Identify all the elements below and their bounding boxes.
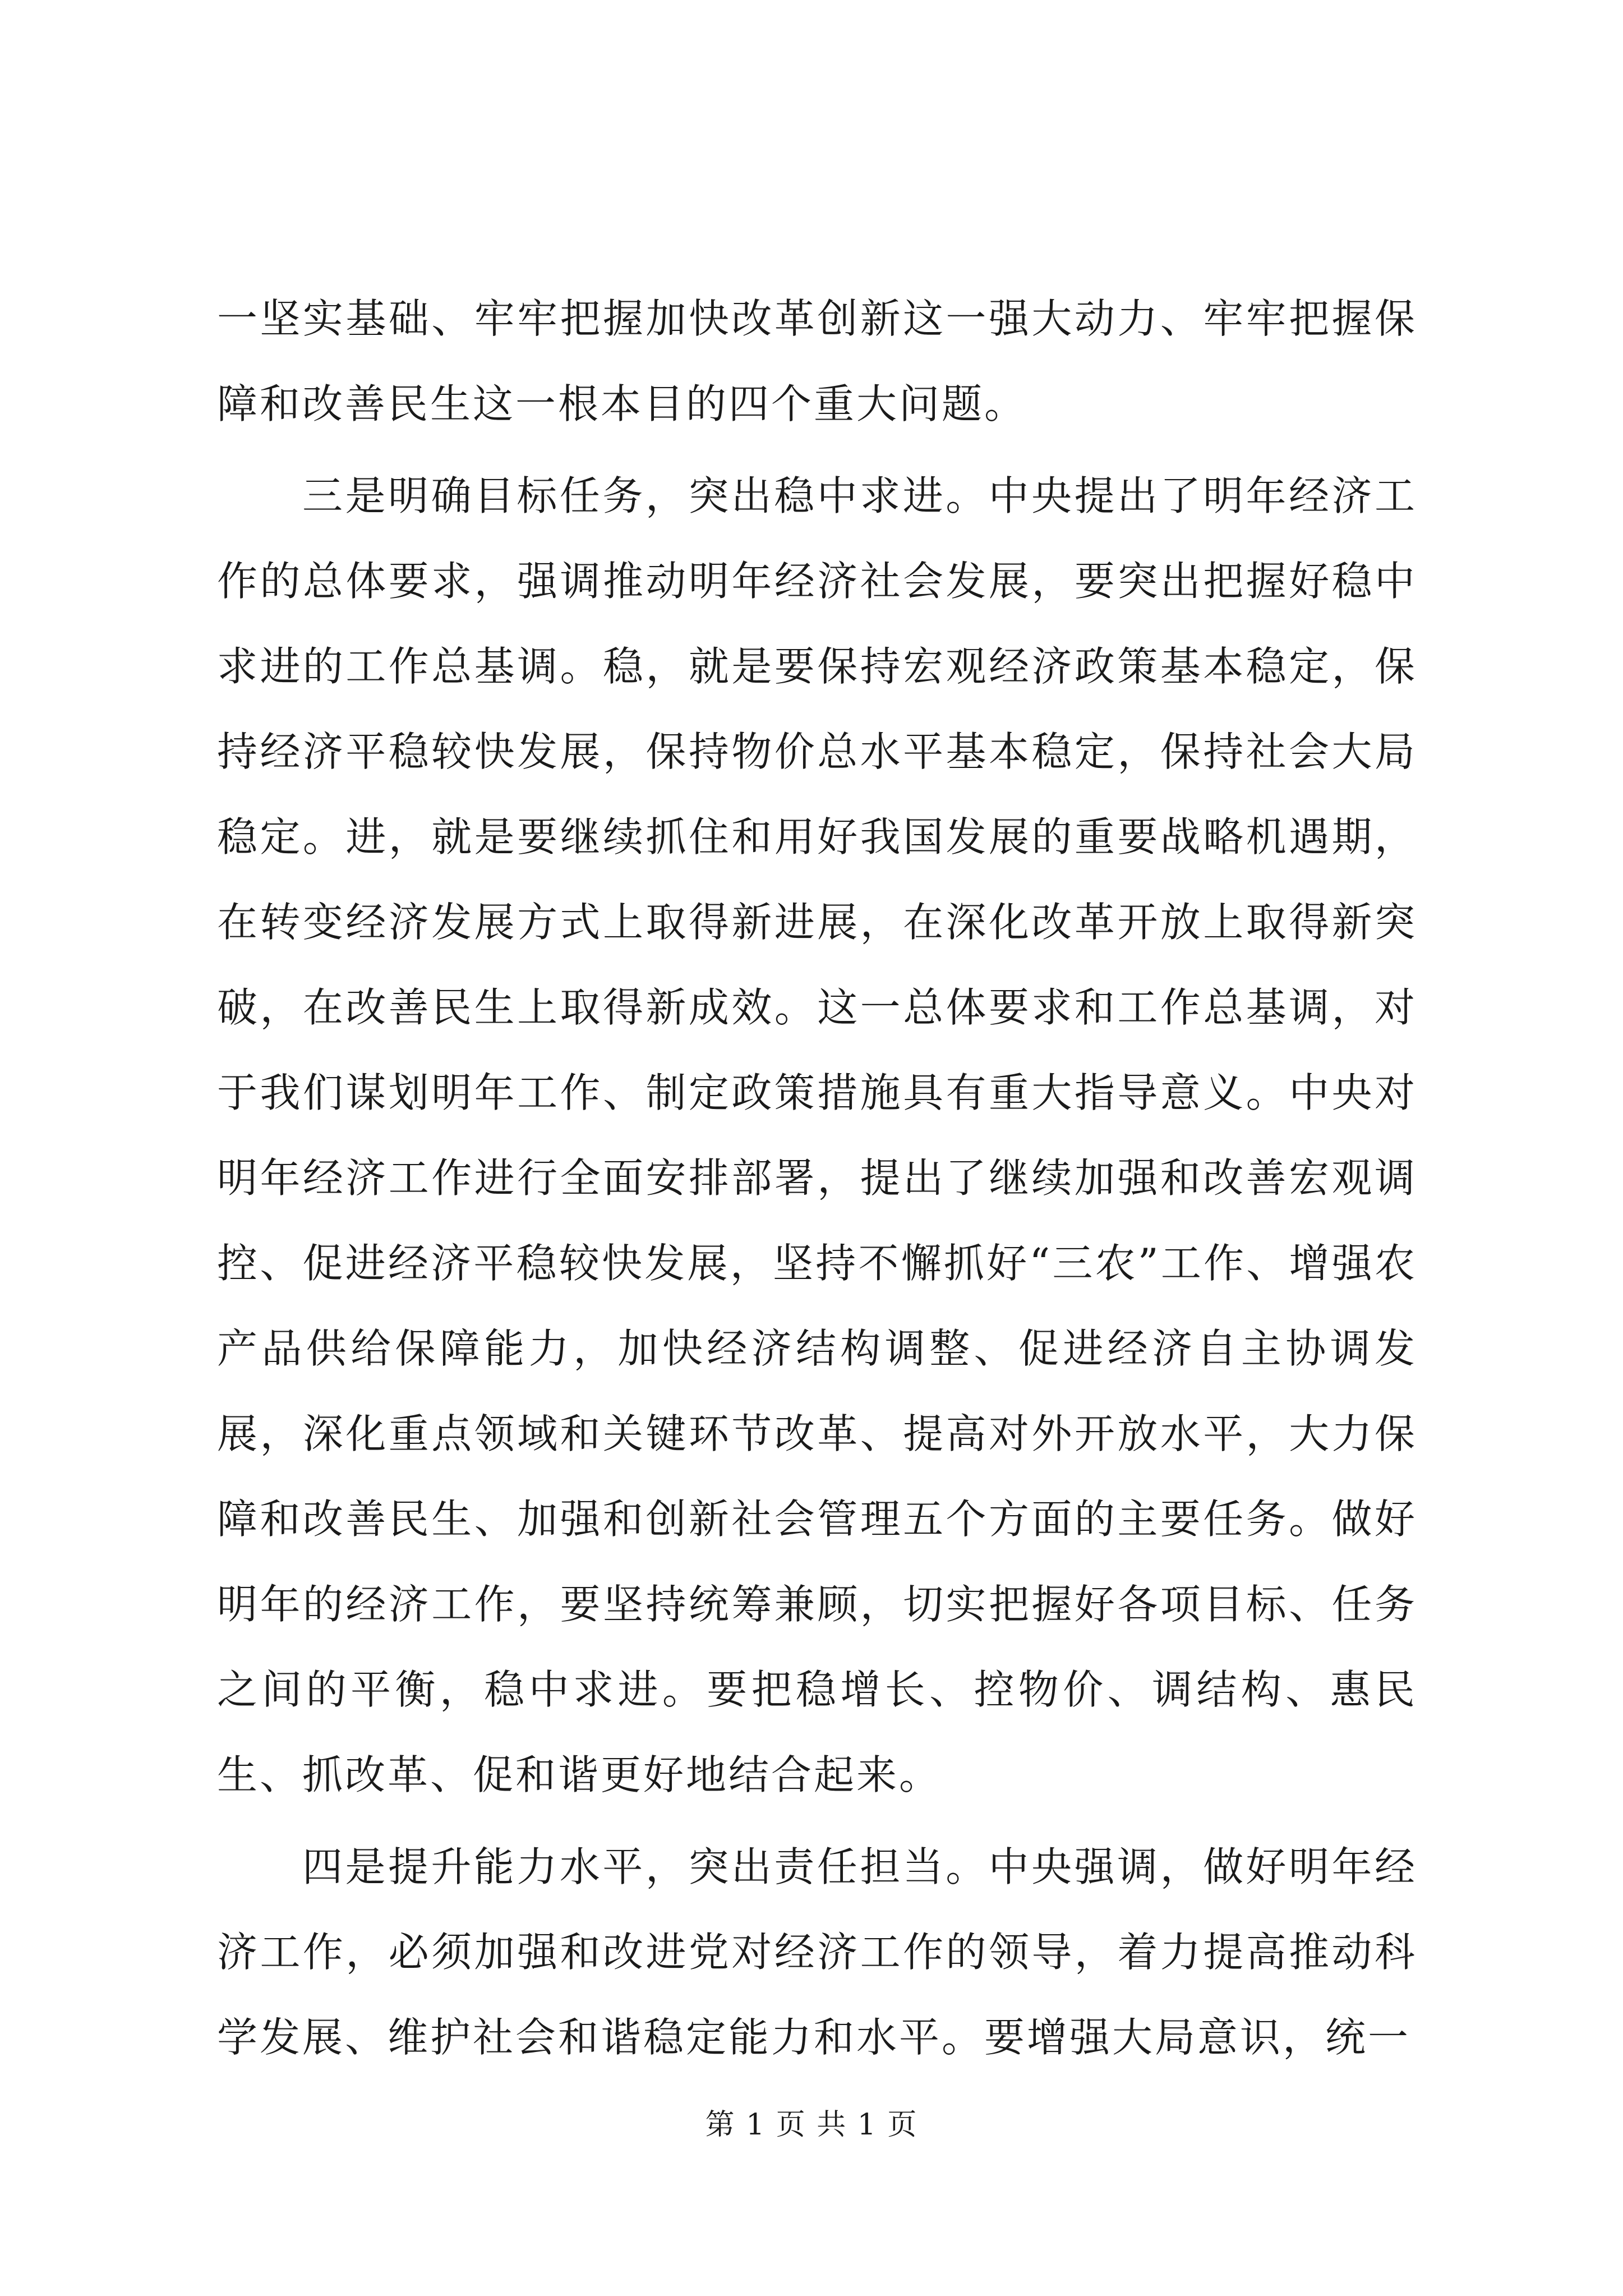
document-body [217, 276, 1417, 2080]
paragraph-1: 一坚实基础、牢牢把握加快改革创新这一强大动力、牢牢把握保障和改善民生这一根本目的四个重大问题。 [217, 295, 1417, 427]
paragraph-3: 四是提升能力水平，突出责任担当。中央强调，做好明年经济工作，必须加强和改进党对经济工作的领导，着力提高推动科学发展、维护社会和谐稳定能力和水平。要增强大局意识，统一 [217, 1843, 1417, 2061]
paragraph-2: 三是明确目标任务，突出稳中求进。中央提出了明年经济工作的总体要求，强调推动明年经济社会发展，要突出把握好稳中求进的工作总基调。稳，就是要保持宏观经济政策基本稳定，保持经济平稳较快发展，保持物价总水平基本稳定，保持社会大局稳定。进，就是要继续抓住和用好我国发展的重要战略机遇期，在转变经济发展方式上取得新进展，在深化改革开放上取得新突破，在改善民生上取得新成效。这一总体要求和工作总基调，对于我们谋划明年工作、制定政策措施具有重大指导意义。中央对明年经济工作进行全面安排部署，提出了继续加强和改善宏观调控、促进经济平稳较快发展，坚持不懈抓好“三农”工作、增强农产品供给保障能力，加快经济结构调整、促进经济自主协调发展，深化重点领域和关键环节改革、提高对外开放水平，大力保障和改善民生、加强和创新社会管理五个方面的主要任务。做好明年的经济工作，要坚持统筹兼顾，切实把握好各项目标、任务之间的平衡，稳中求进。要把稳增长、控物价、调结构、惠民生、抓改革、促和谐更好地结合起来。 [217, 472, 1417, 1798]
page-number-footer: 第 1 页 共 1 页 [705, 2108, 918, 2142]
